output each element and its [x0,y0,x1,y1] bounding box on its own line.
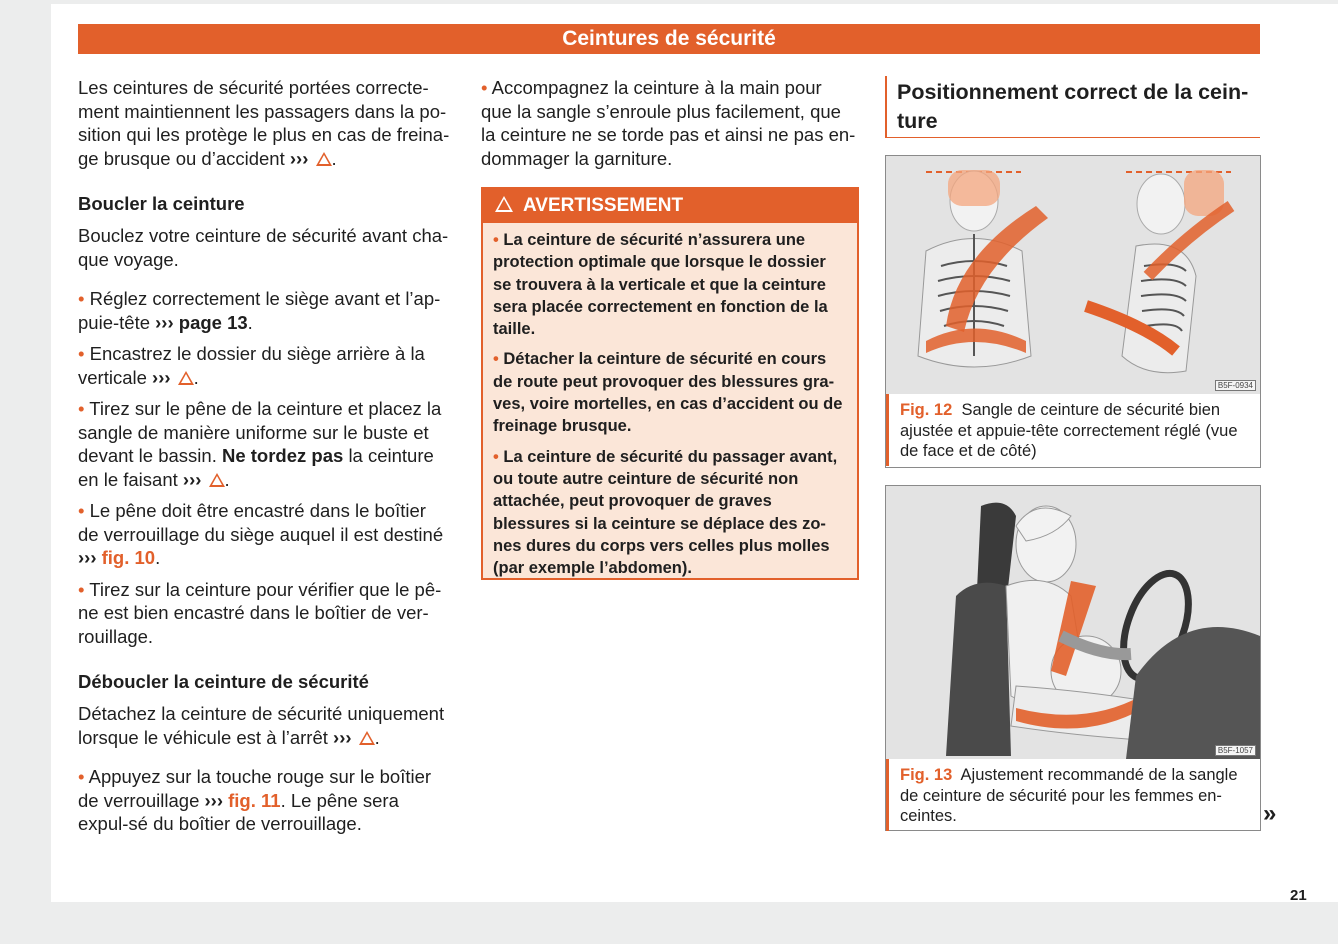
bullet-icon: • [78,766,85,787]
warning-title: AVERTISSEMENT [483,189,857,223]
figure-12-image [886,156,1260,394]
figure-code: B5F-1057 [1215,745,1256,756]
list-item: • Tirez sur la ceinture pour vérifier que le pê-ne est bien encastré dans le boîtier de ver-rouillage. [78,578,442,647]
list-item: • Appuyez sur la touche rouge sur le boîtier de verrouillage ››› fig. 11. Le pêne sera expul-sé du boîtier de verrouillage. [78,766,432,834]
warning-icon[interactable] [178,371,194,385]
figure-13-image [886,486,1260,759]
warning-icon [495,196,513,212]
list-item: • Le pêne doit être encastré dans le boîtier de verrouillage du siège auquel il est destiné ››› fig. 10. [78,500,444,568]
warning-icon[interactable] [359,731,375,745]
warning-item: • Détacher la ceinture de sécurité en cours de route peut provoquer des blessures gra-ves, voire mortelles, en cas d’accident ou de freinage brusque. [493,350,843,436]
bullet-icon: • [78,578,85,600]
list-item: • Encastrez le dossier du siège arrière à la verticale ››› . [78,343,425,388]
bullet-icon: • [78,398,85,419]
section-title: Positionnement correct de la cein-ture [885,76,1260,138]
warning-icon[interactable] [316,152,332,166]
intro-paragraph: Les ceintures de sécurité portées correcte-ment maintiennent les passagers dans la po-sition qui les protège le plus en cas de freina-ge brusque ou d’accident ››› . [78,77,450,169]
figure-13-caption: Fig. 13 Ajustement recommandé de la sangle de ceinture de sécurité pour les femmes en-ceintes. [886,759,1260,831]
bullet-icon: • [78,343,85,364]
column-middle [481,76,857,170]
heading-boucler: Boucler la ceinture [78,193,245,214]
figure-link[interactable]: fig. 10 [101,547,156,568]
page-number: 21 [1290,887,1307,904]
page-header: Ceintures de sécurité [78,24,1260,54]
list-item: • Réglez correctement le siège avant et l’ap-puie-tête ››› page 13. [78,288,441,333]
bullet-icon: • [78,288,85,309]
warning-item: • La ceinture de sécurité du passager avant, ou toute autre ceinture de sécurité non attachée, peut provoquer de graves blessures si la ceinture se déplace des zo-nes dures du corps vers celles plus molles (par exemple l’abdomen). [493,447,838,578]
boucler-intro: Bouclez votre ceinture de sécurité avant cha-que voyage. [78,225,449,270]
deboucler-intro: Détachez la ceinture de sécurité uniquement lorsque le véhicule est à l’arrêt ››› . [78,703,445,748]
figure-code: B5F-0934 [1215,380,1256,391]
seatbelt-front-side-illustration [886,156,1260,394]
continue-mark: » [1263,800,1277,827]
column-left [78,76,450,836]
pregnant-seatbelt-illustration [886,486,1260,759]
figure-link[interactable]: fig. 11 [228,789,281,811]
bullet-icon: • [78,500,85,521]
list-item: • Accompagnez la ceinture à la main pour que la sangle s’enroule plus facilement, que la ceinture ne se torde pas et ainsi ne pas en-dommager la garniture. [481,77,856,169]
bullet-icon: • [481,77,488,98]
warning-box [481,187,859,580]
warning-item: • La ceinture de sécurité n’assurera une protection optimale que lorsque le dossier se trouvera à la verticale et que la ceinture sera placée correctement en fonction de la taille. [493,231,828,339]
figure-12 [885,155,1261,468]
figure-13 [885,485,1261,831]
heading-deboucler: Déboucler la ceinture de sécurité [78,671,369,692]
page-link[interactable]: page 13 [178,311,248,333]
list-item: • Tirez sur le pêne de la ceinture et placez la sangle de manière uniforme sur le buste et devant le bassin. Ne tordez pas la ceinture en le faisant ››› . [78,398,442,490]
warning-icon[interactable] [209,473,225,487]
figure-12-caption: Fig. 12 Sangle de ceinture de sécurité bien ajustée et appuie-tête correctement réglé (vue de face et de côté) [886,394,1260,466]
